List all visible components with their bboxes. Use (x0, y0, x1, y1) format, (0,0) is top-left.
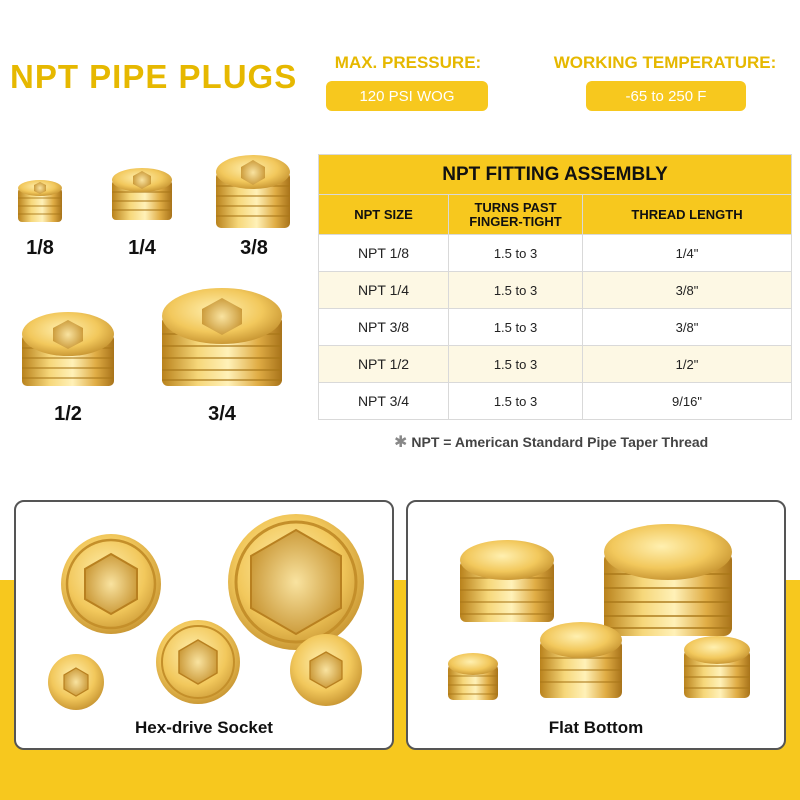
cell-turns: 1.5 to 3 (449, 272, 583, 309)
table-row (319, 235, 792, 272)
hex-drive-plugs-image (16, 502, 394, 750)
plug-1-4-icon (112, 168, 172, 220)
cell-turns: 1.5 to 3 (449, 235, 583, 272)
hex-drive-socket-panel (14, 500, 394, 750)
plug-label-1-8: 1/8 (26, 237, 54, 259)
hex-plug-small-icon (48, 654, 104, 710)
footnote-text: NPT = American Standard Pipe Taper Thread (411, 434, 709, 450)
plug-label-3-8: 3/8 (240, 237, 268, 259)
cell-npt-size: NPT 1/2 (319, 346, 449, 383)
table-row (319, 309, 792, 346)
plug-label-1-4: 1/4 (128, 237, 156, 259)
cell-npt-size: NPT 3/8 (319, 309, 449, 346)
hex-plug-center-icon (156, 620, 240, 704)
flat-bottom-label: Flat Bottom (548, 718, 644, 737)
header-npt-size: NPT SIZE (319, 195, 449, 235)
flat-plug-right-icon (684, 636, 750, 698)
asterisk-icon: ✱ (394, 434, 408, 451)
cell-turns: 1.5 to 3 (449, 383, 583, 420)
plug-3-4-icon (162, 288, 282, 386)
hex-plug-large-icon (228, 514, 364, 650)
working-temperature-label: WORKING TEMPERATURE: (553, 53, 777, 72)
plug-1-8-icon (18, 180, 62, 222)
max-pressure-label: MAX. PRESSURE: (334, 53, 482, 72)
flat-bottom-plugs-image (408, 502, 786, 750)
flat-plug-large-icon (604, 524, 732, 636)
plug-3-8-icon (216, 155, 290, 228)
page-title: NPT PIPE PLUGS (10, 58, 298, 95)
flat-plug-small-icon (448, 653, 498, 700)
plug-label-1-2: 1/2 (54, 403, 82, 425)
flat-plug-medium-icon (460, 540, 554, 622)
cell-thread-length: 9/16" (583, 383, 792, 420)
flat-bottom-panel (406, 500, 786, 750)
hex-plug-right-icon (290, 634, 362, 706)
cell-thread-length: 1/2" (583, 346, 792, 383)
table-row (319, 383, 792, 420)
flat-plug-center-icon (540, 622, 622, 698)
table-title: NPT FITTING ASSEMBLY (319, 155, 792, 195)
npt-footnote (394, 432, 708, 452)
table-row (319, 346, 792, 383)
header-turns-past-finger-tight: TURNS PAST FINGER-TIGHT (449, 195, 583, 235)
table-row (319, 272, 792, 309)
cell-npt-size: NPT 1/8 (319, 235, 449, 272)
header-thread-length: THREAD LENGTH (583, 195, 792, 235)
cell-npt-size: NPT 3/4 (319, 383, 449, 420)
cell-npt-size: NPT 1/4 (319, 272, 449, 309)
npt-fitting-assembly-table (318, 154, 792, 420)
cell-thread-length: 3/8" (583, 272, 792, 309)
cell-turns: 1.5 to 3 (449, 309, 583, 346)
plug-sizes-illustration (0, 0, 310, 440)
hex-drive-socket-label: Hex-drive Socket (135, 718, 273, 737)
plug-label-3-4: 3/4 (208, 403, 236, 425)
working-temperature-value: -65 to 250 F (586, 81, 746, 111)
max-pressure-value: 120 PSI WOG (326, 81, 488, 111)
plug-1-2-icon (22, 312, 114, 386)
hex-plug-medium-icon (61, 534, 161, 634)
cell-thread-length: 1/4" (583, 235, 792, 272)
cell-thread-length: 3/8" (583, 309, 792, 346)
cell-turns: 1.5 to 3 (449, 346, 583, 383)
